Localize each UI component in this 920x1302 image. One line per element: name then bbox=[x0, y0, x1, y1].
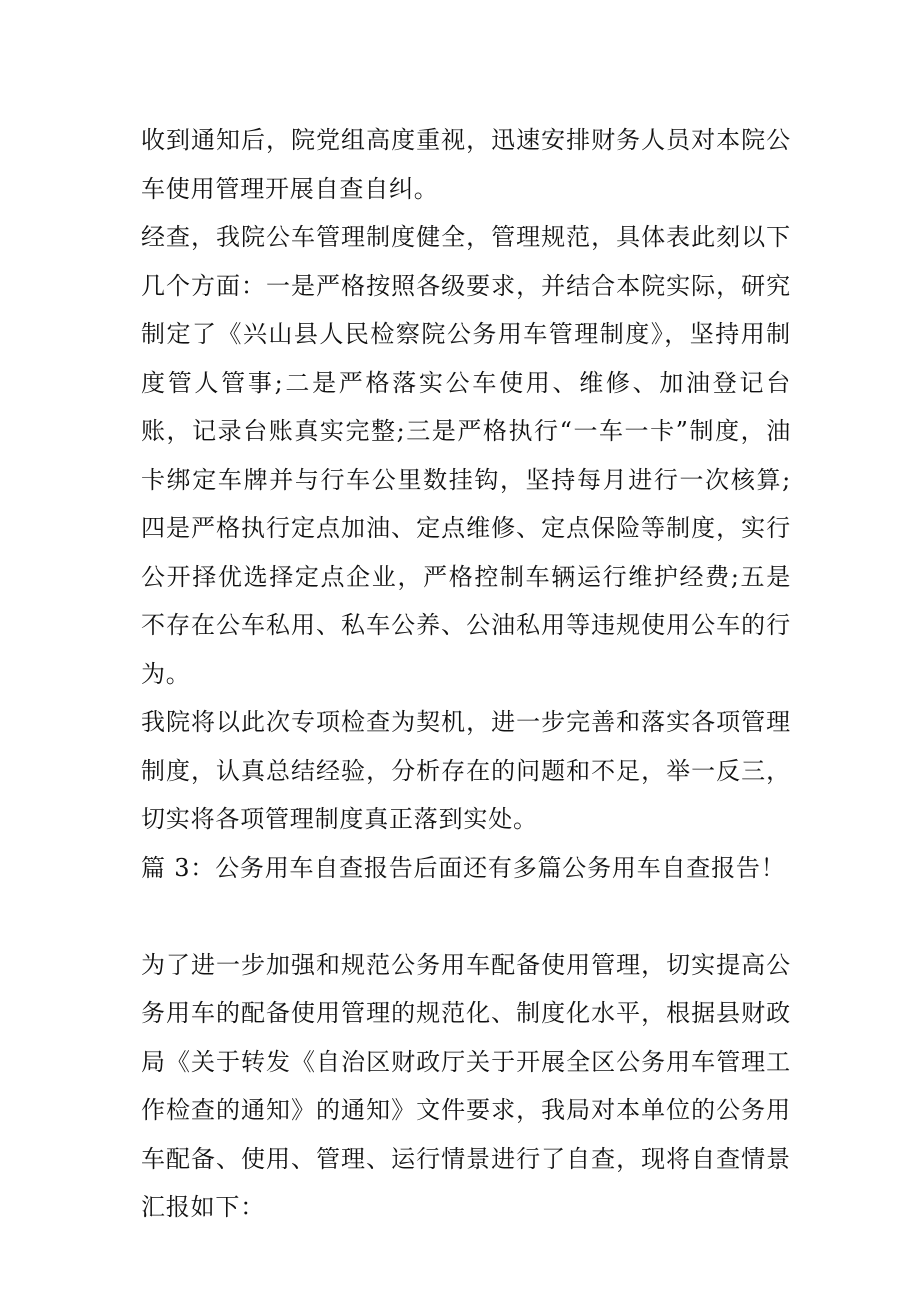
paragraph-improvement-plan: 我院将以此次专项检查为契机，进一步完善和落实各项管理制度，认真总结经验，分析存在的问题和不足，举一反三，切实将各项管理制度真正落到实处。 bbox=[141, 708, 791, 833]
document-body bbox=[141, 116, 791, 1232]
paragraph-self-inspection-intro: 为了进一步加强和规范公务用车配备使用管理，切实提高公务用车的配备使用管理的规范化、制度化水平，根据县财政局《关于转发《自治区财政厅关于开展全区公务用车管理工作检查的通知》的通知》文件要求，我局对本单位的公务用车配备、使用、管理、运行情景进行了自查，现将自查情景汇报如下： bbox=[141, 950, 791, 1221]
section-heading: 篇 3：公务用车自查报告后面还有多篇公务用车自查报告！ bbox=[141, 853, 786, 882]
paragraph-spacer bbox=[141, 892, 791, 941]
paragraph-notice-received: 收到通知后，院党组高度重视，迅速安排财务人员对本院公车使用管理开展自查自纠。 bbox=[141, 126, 791, 203]
paragraph-inspection-findings: 经查，我院公车管理制度健全，管理规范，具体表此刻以下几个方面：一是严格按照各级要求，并结合本院实际，研究制定了《兴山县人民检察院公务用车管理制度》，坚持用制度管人管事;二是严格落实公车使用、维修、加油登记台账，记录台账真实完整;三是严格执行“一车一卡”制度，油卡绑定车牌并与行车公里数挂钩，坚持每月进行一次核算;四是严格执行定点加油、定点维修、定点保险等制度，实行公开择优选择定点企业，严格控制车辆运行维护经费;五是不存在公车私用、私车公养、公油私用等违规使用公车的行为。 bbox=[141, 223, 791, 688]
